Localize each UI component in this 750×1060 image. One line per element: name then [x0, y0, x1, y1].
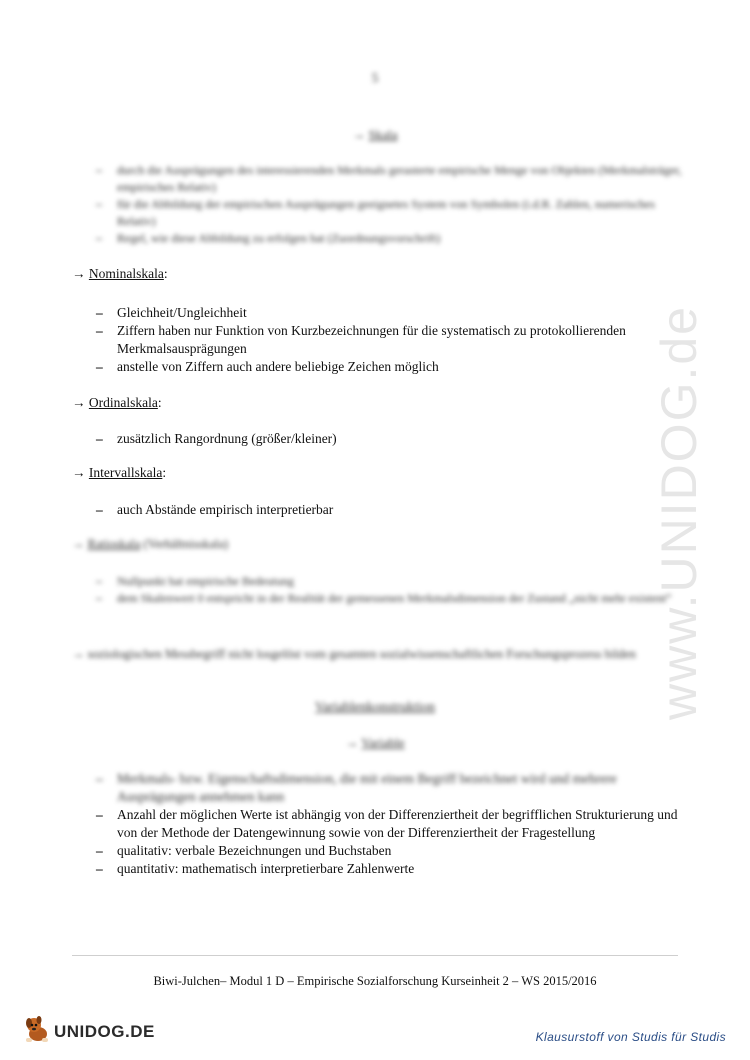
ordinalskala-list: [96, 430, 686, 448]
variable-item-2: – qualitativ: verbale Bezeichnungen und Buchstaben: [96, 842, 686, 860]
ratioskala-heading: [72, 537, 228, 552]
summary-arrow: →: [72, 647, 85, 661]
skala-arrow: →: [352, 127, 366, 142]
variable-blurred-item-1: – Merkmals- bzw. Eigenschaftsdimension, die mit einem Begriff bezeichnet wird und mehrere Ausprägungen annehmen kann: [96, 770, 686, 806]
intervallskala-item-1: – auch Abstände empirisch interpretierbar: [96, 501, 686, 519]
ratioskala-label: Ratioskala: [87, 537, 141, 551]
nominalskala-item-2: – Ziffern haben nur Funktion von Kurzbezeichnungen für die systematisch zu protokollierenden Merkmalsausprägungen: [96, 322, 686, 358]
ratioskala-suffix: (Verhältnisskala): [143, 537, 229, 551]
variablenkonstruktion-heading: Variablenkonstruktion: [315, 699, 435, 714]
dog-mascot-icon: [22, 1014, 52, 1049]
nominalskala-heading: [72, 266, 168, 282]
skala-item-3: – Regel, wie diese Abbildung zu erfolgen hat (Zuordnungsvorschrift): [96, 230, 686, 247]
footer-text: Biwi-Julchen– Modul 1 D – Empirische Sozialforschung Kurseinheit 2 – WS 2015/2016: [153, 974, 597, 988]
variable-blurred-list: [96, 770, 686, 806]
variable-heading: [0, 735, 750, 751]
nominalskala-item-3: – anstelle von Ziffern auch andere beliebige Zeichen möglich: [96, 358, 686, 376]
nominalskala-list: [96, 304, 686, 376]
skala-item-1: – durch die Ausprägungen des interessierenden Merkmals gerasterte empirische Menge von Objekten (Merkmalsträger, empirisches Relativ): [96, 162, 686, 196]
ordinalskala-heading: [72, 395, 162, 411]
variable-item-3: – quantitativ: mathematisch interpretierbare Zahlenwerte: [96, 860, 686, 878]
nominalskala-label: Nominalskala: [88, 266, 164, 281]
ordinalskala-label: Ordinalskala: [88, 395, 158, 410]
slogan: Klausurstoff von Studis für Studis: [535, 1030, 726, 1044]
summary-paragraph: [72, 646, 672, 663]
intervallskala-list: [96, 501, 686, 519]
intervallskala-colon: :: [162, 465, 167, 480]
watermark: www.UNIDOG.de: [651, 305, 707, 720]
skala-list: [96, 162, 686, 247]
ordinalskala-arrow: →: [72, 395, 86, 410]
ratioskala-item-1: – Nullpunkt hat empirische Bedeutung: [96, 573, 686, 590]
ordinalskala-colon: :: [157, 395, 162, 410]
skala-item-2: – für die Abbildung der empirischen Ausprägungen geeignetes System von Symbolen (i.d.R. Zahlen, numerisches Relativ): [96, 196, 686, 230]
nominalskala-item-1: – Gleichheit/Ungleichheit: [96, 304, 686, 322]
intervallskala-heading: [72, 465, 166, 481]
variable-heading-label: Variable: [361, 735, 405, 750]
ratioskala-item-2: – dem Skalenwert 0 entspricht in der Realität der gemessenen Merkmalsdimension der Zustand „nicht mehr existent“: [96, 590, 686, 607]
ratioskala-arrow: →: [72, 537, 85, 551]
variable-list: [96, 806, 686, 878]
intervallskala-label: Intervallskala: [88, 465, 163, 480]
intervallskala-arrow: →: [72, 465, 86, 480]
variable-arrow: →: [345, 735, 359, 750]
skala-heading: [0, 127, 750, 143]
ratioskala-list: [96, 573, 686, 607]
skala-heading-label: Skala: [368, 127, 398, 142]
unidog-logo: [22, 1014, 155, 1049]
summary-text: soziologischen Messbegriff nicht losgelöst vom gesamten sozialwissenschaftlichen Forschungsprozess bilden: [87, 647, 636, 661]
ordinalskala-item-1: – zusätzlich Rangordnung (größer/kleiner): [96, 430, 686, 448]
nominalskala-arrow: →: [72, 266, 86, 281]
variable-item-1: – Anzahl der möglichen Werte ist abhängig von der Differenziertheit der begrifflichen Strukturierung und von der Methode der Datengewinnung sowie von der Differenziertheit der Fragestellung: [96, 806, 686, 842]
page-number: 5: [371, 70, 379, 85]
logo-text: UNIDOG.DE: [54, 1021, 155, 1041]
footer-divider: [72, 955, 678, 956]
nominalskala-colon: :: [163, 266, 168, 281]
